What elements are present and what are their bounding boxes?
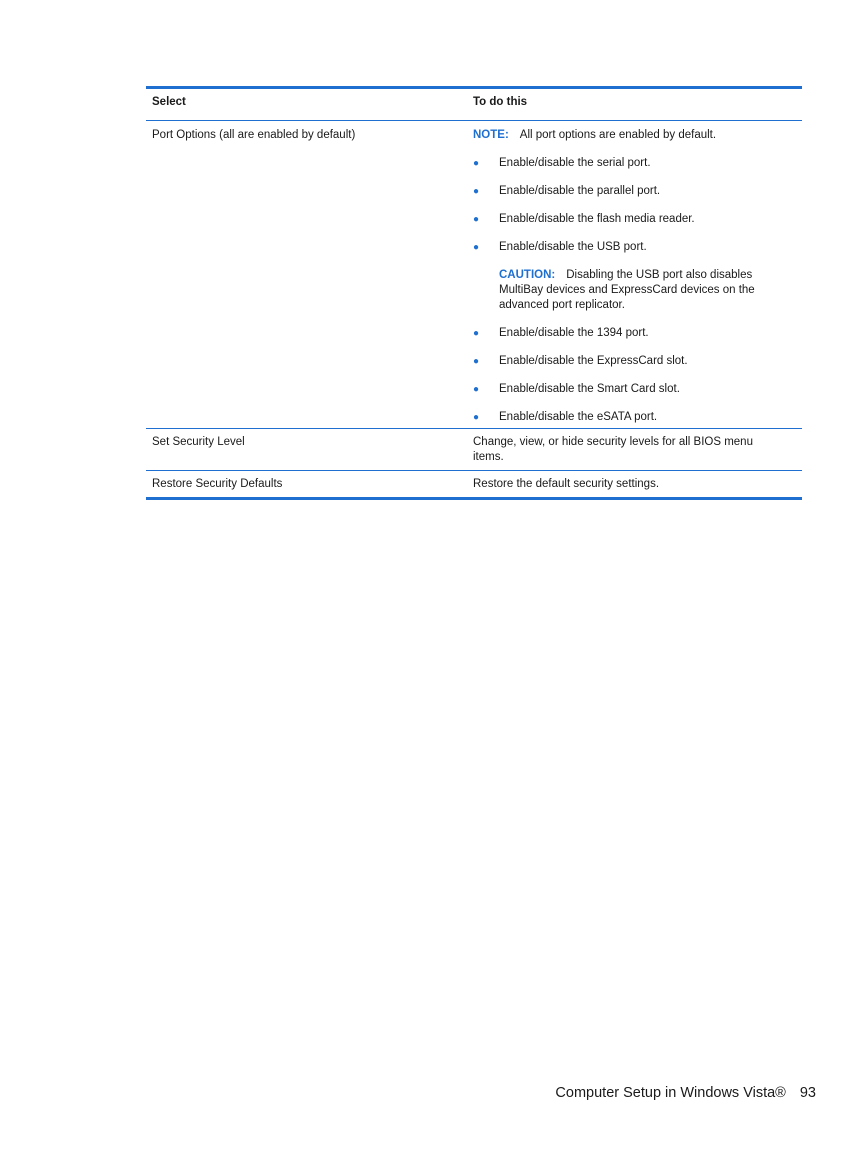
list-item xyxy=(473,156,772,171)
list-item-text: Enable/disable the 1394 port. xyxy=(499,327,649,339)
note-text: All port options are enabled by default. xyxy=(519,129,717,141)
row-do-security-level: Change, view, or hide security levels for all BIOS menu items. xyxy=(473,436,753,463)
bullet-dot-icon: ● xyxy=(473,356,480,367)
bullet-dot-icon: ● xyxy=(473,328,480,339)
header-do-this: To do this xyxy=(473,96,528,108)
table-row xyxy=(146,471,802,497)
page-footer xyxy=(555,1085,816,1101)
bullet-dot-icon: ● xyxy=(473,214,480,225)
row-do-port-options xyxy=(473,128,802,425)
list-item xyxy=(473,354,772,369)
list-item-text: Enable/disable the ExpressCard slot. xyxy=(499,355,688,367)
caution xyxy=(499,268,772,313)
header-select: Select xyxy=(152,96,186,108)
caution-label: CAUTION: xyxy=(499,269,556,281)
row-select-security-level: Set Security Level xyxy=(152,436,245,448)
table-row xyxy=(146,121,802,428)
table-row xyxy=(146,429,802,470)
page-number: 93 xyxy=(799,1085,816,1101)
list-item-text: Enable/disable the serial port. xyxy=(499,157,651,169)
list-item xyxy=(473,410,772,425)
list-item-text: Enable/disable the USB port. xyxy=(499,241,647,253)
row-select-restore-defaults: Restore Security Defaults xyxy=(152,478,283,490)
list-item xyxy=(473,184,772,199)
note-label: NOTE: xyxy=(473,129,509,141)
bullet-dot-icon: ● xyxy=(473,242,480,253)
list-item xyxy=(473,326,772,341)
table-bottom-rule xyxy=(146,497,802,500)
row-do-restore-defaults: Restore the default security settings. xyxy=(473,478,660,490)
bullet-dot-icon: ● xyxy=(473,186,480,197)
list-item xyxy=(473,240,772,255)
bullet-dot-icon: ● xyxy=(473,158,480,169)
bullet-list-after xyxy=(473,326,772,425)
bullet-dot-icon: ● xyxy=(473,384,480,395)
list-item-text: Enable/disable the eSATA port. xyxy=(499,411,658,423)
list-item-text: Enable/disable the flash media reader. xyxy=(499,213,695,225)
note xyxy=(473,128,772,143)
caution-text: Disabling the USB port also disables MultiBay devices and ExpressCard devices on the advanced port replicator. xyxy=(499,269,755,311)
list-item xyxy=(473,212,772,227)
footer-title: Computer Setup in Windows Vista® xyxy=(555,1085,786,1101)
list-item-text: Enable/disable the parallel port. xyxy=(499,185,661,197)
list-item xyxy=(473,382,772,397)
table-header-row xyxy=(146,89,802,120)
bullet-dot-icon: ● xyxy=(473,412,480,423)
row-select-port-options: Port Options (all are enabled by default) xyxy=(152,129,356,141)
bullet-list-before xyxy=(473,156,772,255)
list-item-text: Enable/disable the Smart Card slot. xyxy=(499,383,680,395)
security-options-table xyxy=(146,86,802,500)
